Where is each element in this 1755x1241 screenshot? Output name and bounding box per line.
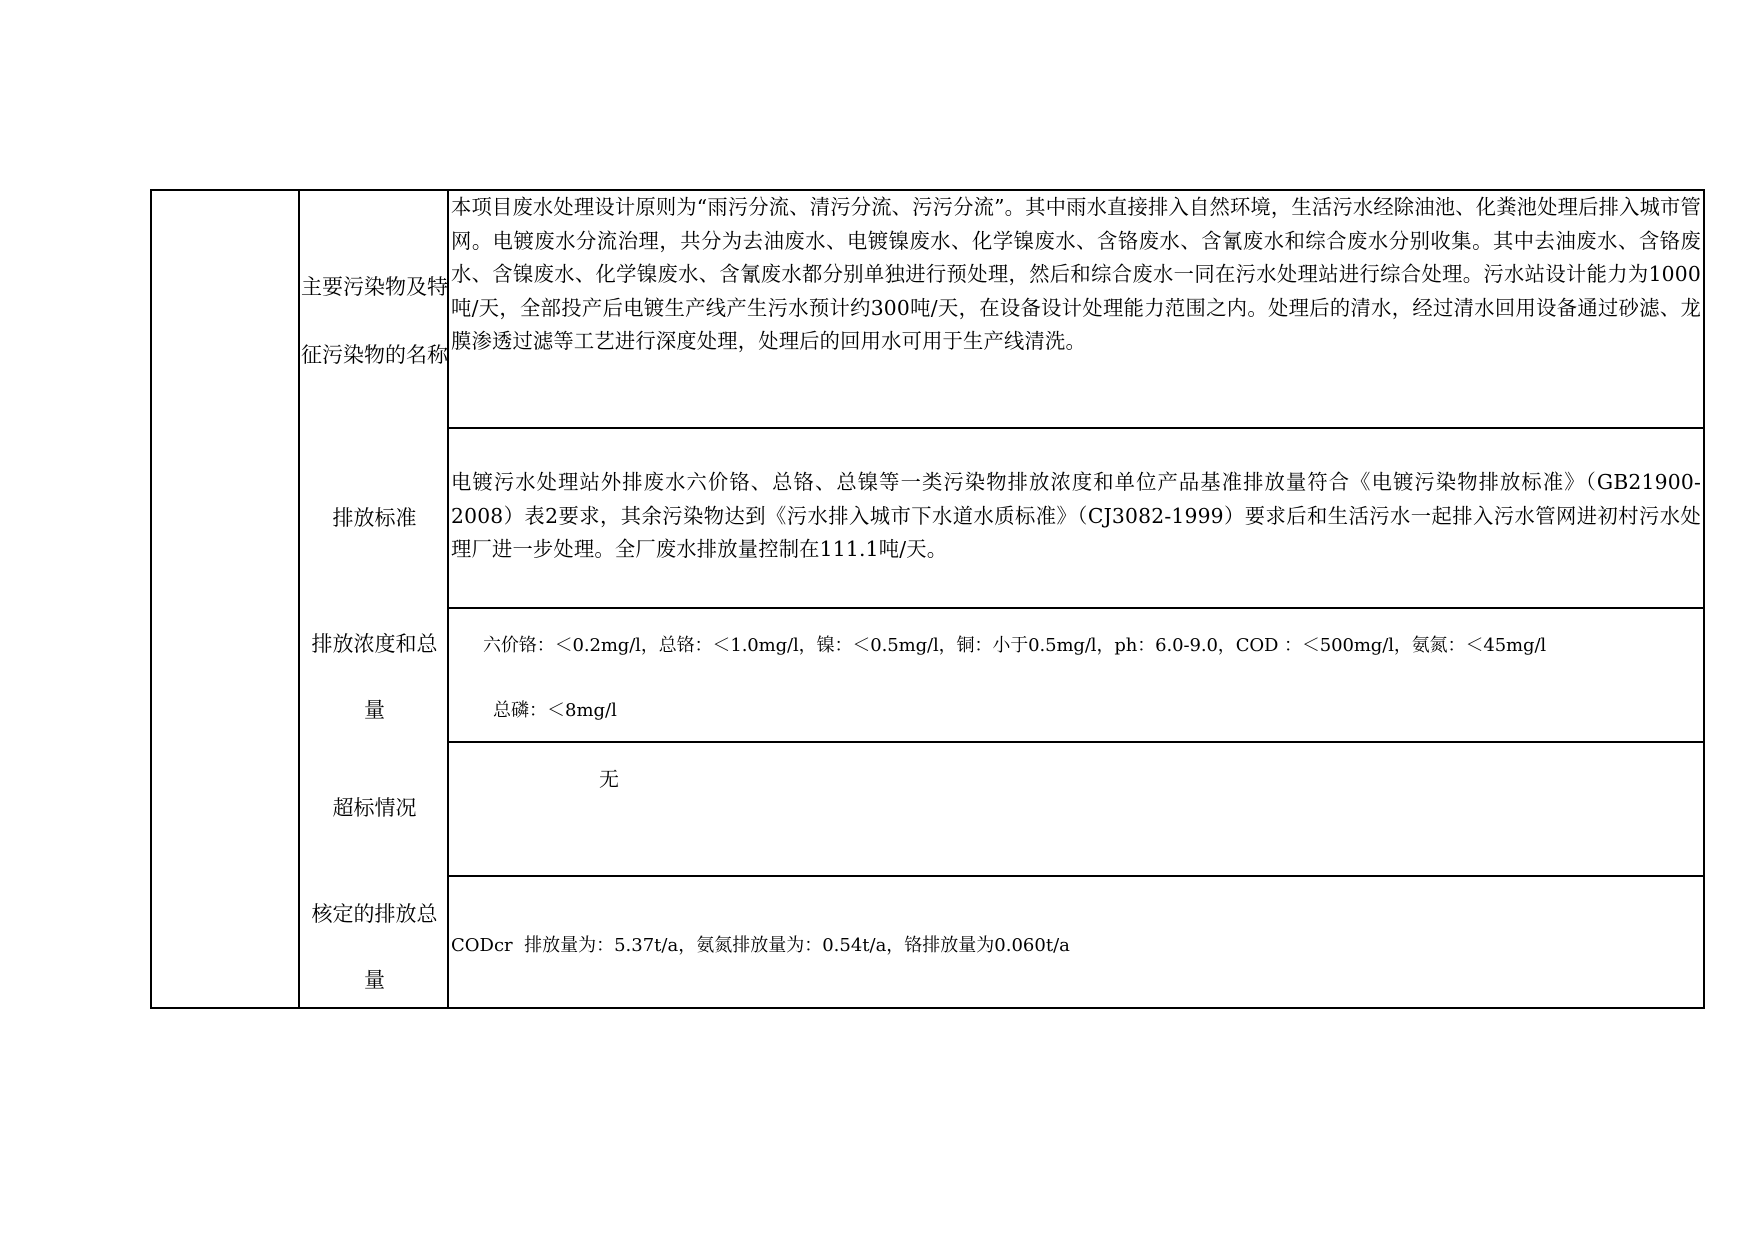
label-line: 量 xyxy=(364,698,385,722)
label-line: 主要污染物及特 xyxy=(301,275,448,299)
row-divider-2 xyxy=(449,607,1703,609)
approved-total-value: CODcr 排放量为：5.37t/a，氨氮排放量为：0.54t/a，铬排放量为0.060t/a xyxy=(451,935,1070,956)
pollutants-description: 本项目废水处理设计原则为“雨污分流、清污分流、污污分流”。其中雨水直接排入自然环境，生活污水经除油池、化粪池处理后排入城市管网。电镀废水分流治理，共分为去油废水、电镀镍废水、化学镍废水、含铬废水、含氰废水和综合废水分别收集。其中去油废水、含铬废水、含镍废水、化学镍废水、含氰废水都分别单独进行预处理，然后和综合废水一同在污水处理站进行综合处理。污水站设计能力为1000吨/天，全部投产后电镀生产线产生污水预计约300吨/天，在设备设计处理能力范围之内。处理后的清水，经过清水回用设备通过砂滤、龙膜渗透过滤等工艺进行深度处理，处理后的回用水可用于生产线清洗。 xyxy=(451,195,1702,353)
label-line: 核定的排放总 xyxy=(311,902,438,926)
row-label-exceedance: 超标情况 xyxy=(332,796,417,820)
row-divider-1 xyxy=(449,427,1703,429)
row-label-concentration xyxy=(300,611,449,743)
label-line: 量 xyxy=(364,968,385,992)
label-line: 排放浓度和总 xyxy=(311,632,438,656)
concentration-line-1: 六价铬：＜0.2mg/l，总铬：＜1.0mg/l，镍：＜0.5mg/l，铜：小于0.5mg/l，ph：6.0-9.0，COD ：＜500mg/l，氨氮：＜45mg/l xyxy=(483,635,1547,656)
concentration-line-2: 总磷：＜8mg/l xyxy=(493,700,617,721)
exceedance-value: 无 xyxy=(599,767,619,791)
row-divider-3 xyxy=(449,741,1703,743)
row-label-standard: 排放标准 xyxy=(332,506,417,530)
row-divider-4 xyxy=(449,875,1703,877)
label-line: 征污染物的名称 xyxy=(301,343,448,367)
standard-description: 电镀污水处理站外排废水六价铬、总铬、总镍等一类污染物排放浓度和单位产品基准排放量符合《电镀污染物排放标准》（GB21900-2008）表2要求，其余污染物达到《污水排入城市下水道水质标准》（CJ3082-1999）要求后和生活污水一起排入污水管网进初村污水处理厂进一步处理。全厂废水排放量控制在111.1吨/天。 xyxy=(451,470,1701,561)
row-label-pollutants xyxy=(300,253,449,389)
pollutant-table xyxy=(150,189,1705,1009)
row-label-approved-total xyxy=(300,881,449,1013)
